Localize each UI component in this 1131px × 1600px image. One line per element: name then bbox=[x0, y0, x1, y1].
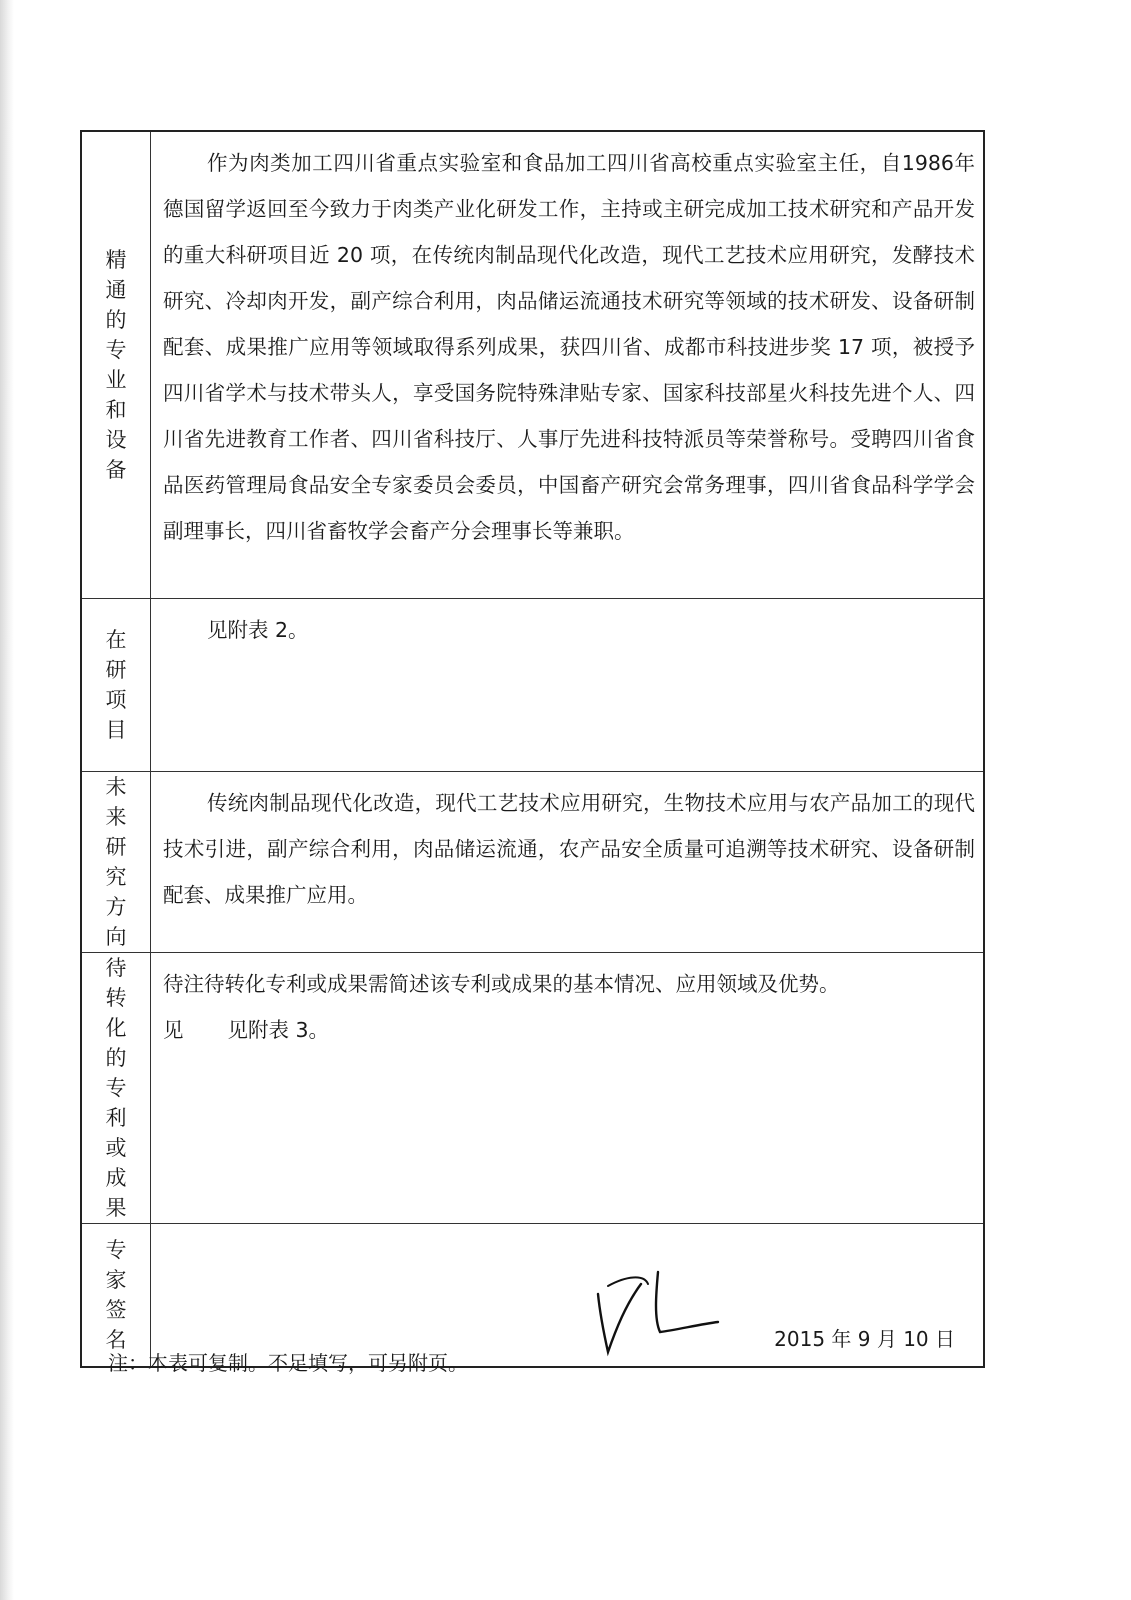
patents-text: 见附表 3。 bbox=[227, 1018, 330, 1042]
expertise-content-cell bbox=[151, 131, 985, 599]
patents-content-cell bbox=[151, 953, 985, 1224]
future-direction-label: 未 来 研 究 方 向 bbox=[105, 775, 127, 949]
footnote: 注：本表可复制。不足填写，可另附页。 bbox=[108, 1351, 468, 1375]
patents-label-cell bbox=[81, 953, 151, 1224]
signature-label-cell bbox=[81, 1224, 151, 1368]
current-projects-label-cell bbox=[81, 599, 151, 772]
future-direction-label-cell bbox=[81, 772, 151, 953]
current-projects-label: 在 研 项 目 bbox=[105, 628, 127, 742]
future-direction-text: 传统肉制品现代化改造，现代工艺技术应用研究，生物技术应用与农产品加工的现代技术引进，副产综合利用，肉品储运流通，农产品安全质量可追溯等技术研究、设备研制配套、成果推广应用。 bbox=[163, 791, 975, 907]
patents-row bbox=[81, 953, 984, 1224]
patents-see-prefix: 见 bbox=[163, 1018, 184, 1042]
current-projects-text: 见附表 2。 bbox=[207, 618, 309, 642]
expertise-label-cell bbox=[81, 131, 151, 599]
signature-content-cell bbox=[151, 1224, 985, 1368]
signature-row bbox=[81, 1224, 984, 1368]
current-projects-content-cell bbox=[151, 599, 985, 772]
patents-instruction: 待注待转化专利或成果需简述该专利或成果的基本情况、应用领域及优势。 bbox=[163, 972, 840, 996]
handwritten-signature bbox=[586, 1264, 721, 1359]
expertise-text: 作为肉类加工四川省重点实验室和食品加工四川省高校重点实验室主任，自1986年德国留学返回至今致力于肉类产业化研发工作，主持或主研完成加工技术研究和产品开发的重大科研项目近 20 项，在传统肉制品现代化改造，现代工艺技术应用研究，发酵技术研究、冷却肉开发，副产综合利用，肉品储运流通技术研究等领域的技术研发、设备研制配套、成果推广应用等领域取得系列成果，获四川省、成都市科技进步奖 17 项，被授予四川省学术与技术带头人，享受国务院特殊津贴专家、国家科技部星火科技先进个人、四川省先进教育工作者、四川省科技厅、人事厅先进科技特派员等荣誉称号。受聘四川省食品医药管理局食品安全专家委员会委员，中国畜产研究会常务理事，四川省食品科学学会副理事长，四川省畜牧学会畜产分会理事长等兼职。 bbox=[163, 151, 975, 543]
signature-label: 专 家 签 名 bbox=[105, 1238, 127, 1352]
future-direction-row bbox=[81, 772, 984, 953]
expert-info-form-table bbox=[80, 130, 985, 1368]
signature-date: 2015 年 9 月 10 日 bbox=[774, 1327, 955, 1351]
patents-label: 待 转 化 的 专 利 或 成 果 bbox=[105, 956, 127, 1220]
current-projects-row bbox=[81, 599, 984, 772]
expertise-label: 精 通 的 专 业 和 设 备 bbox=[105, 248, 127, 482]
patents-see-line bbox=[151, 1007, 983, 1053]
scan-edge-shadow bbox=[0, 0, 14, 1600]
expertise-row bbox=[81, 131, 984, 599]
future-direction-content-cell bbox=[151, 772, 985, 953]
